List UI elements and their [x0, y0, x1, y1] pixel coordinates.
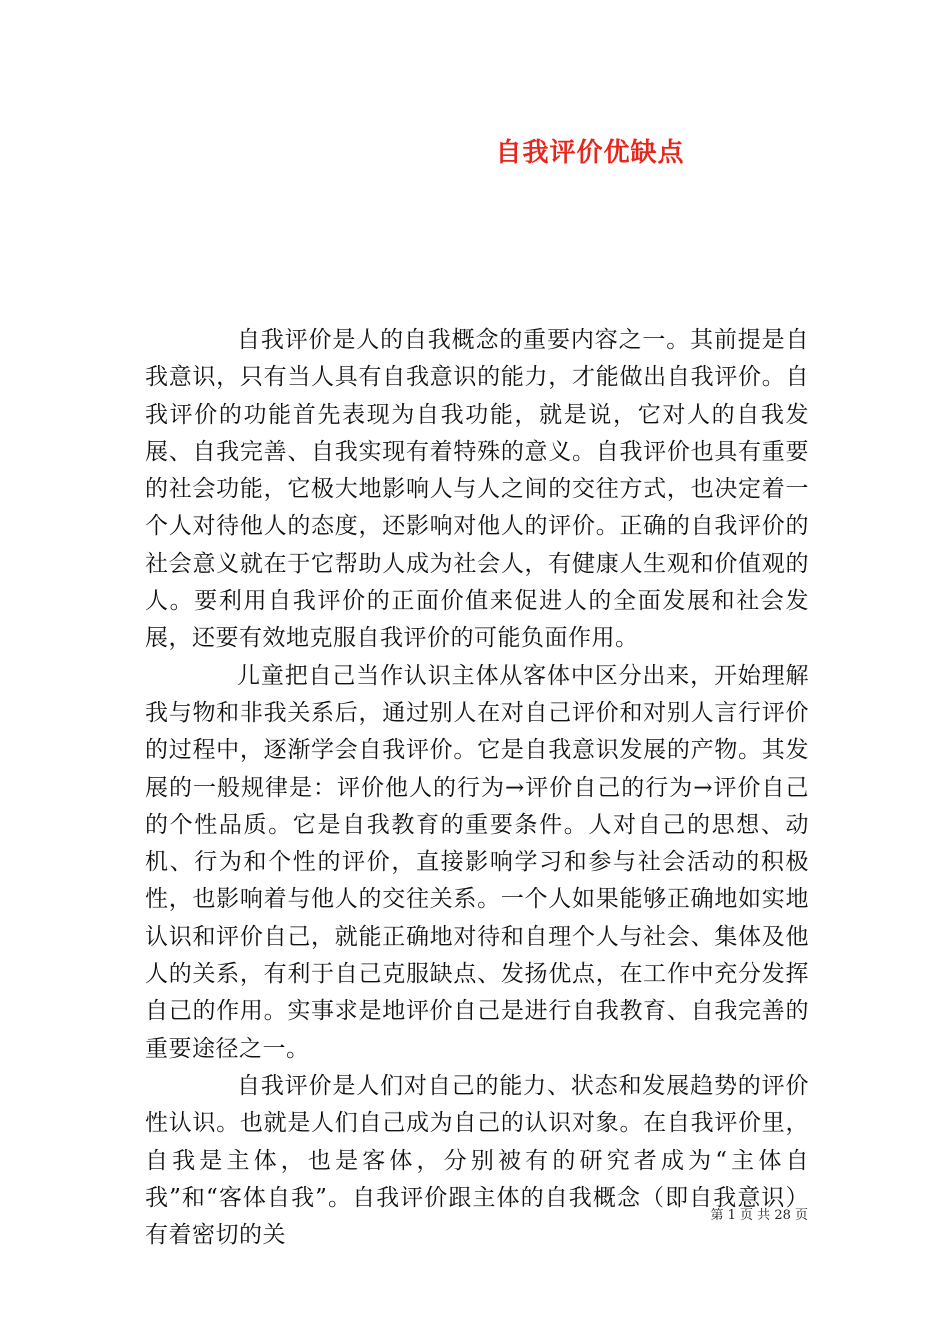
paragraph-1: 自我评价是人的自我概念的重要内容之一。其前提是自我意识，只有当人具有自我意识的能力，才能做出自我评价。自我评价的功能首先表现为自我功能，就是说，它对人的自我发展、自我完善、自我实现有着特殊的意义。自我评价也具有重要的社会功能，它极大地影响人与人之间的交往方式，也决定着一个人对待他人的态度，还影响对他人的评价。正确的自我评价的社会意义就在于它帮助人成为社会人，有健康人生观和价值观的人。要利用自我评价的正面价值来促进人的全面发展和社会发展，还要有效地克服自我评价的可能负面作用。	[145, 327, 809, 652]
paragraph-3: 自我评价是人们对自己的能力、状态和发展趋势的评价性认识。也就是人们自己成为自己的认识对象。在自我评价里，自我是主体，也是客体，分别被有的研究者成为“主体自我”和“客体自我”。自我评价跟主体的自我概念（即自我意识）有着密切的关	[145, 1072, 809, 1249]
paragraph-2: 儿童把自己当作认识主体从客体中区分出来，开始理解我与物和非我关系后，通过别人在对自己评价和对别人言行评价的过程中，逐渐学会自我评价。它是自我意识发展的产物。其发展的一般规律是：评价他人的行为→评价自己的行为→评价自己的个性品质。它是自我教育的重要条件。人对自己的思想、动机、行为和个性的评价，直接影响学习和参与社会活动的积极性，也影响着与他人的交往关系。一个人如果能够正确地如实地认识和评价自己，就能正确地对待和自理个人与社会、集体及他人的关系，有利于自己克服缺点、发扬优点，在工作中充分发挥自己的作用。实事求是地评价自己是进行自我教育、自我完善的重要途径之一。	[145, 662, 809, 1062]
page-number: 第 1 页 共 28 页	[710, 1208, 808, 1223]
document-title: 自我评价优缺点	[495, 138, 685, 168]
document-body	[145, 322, 809, 1254]
